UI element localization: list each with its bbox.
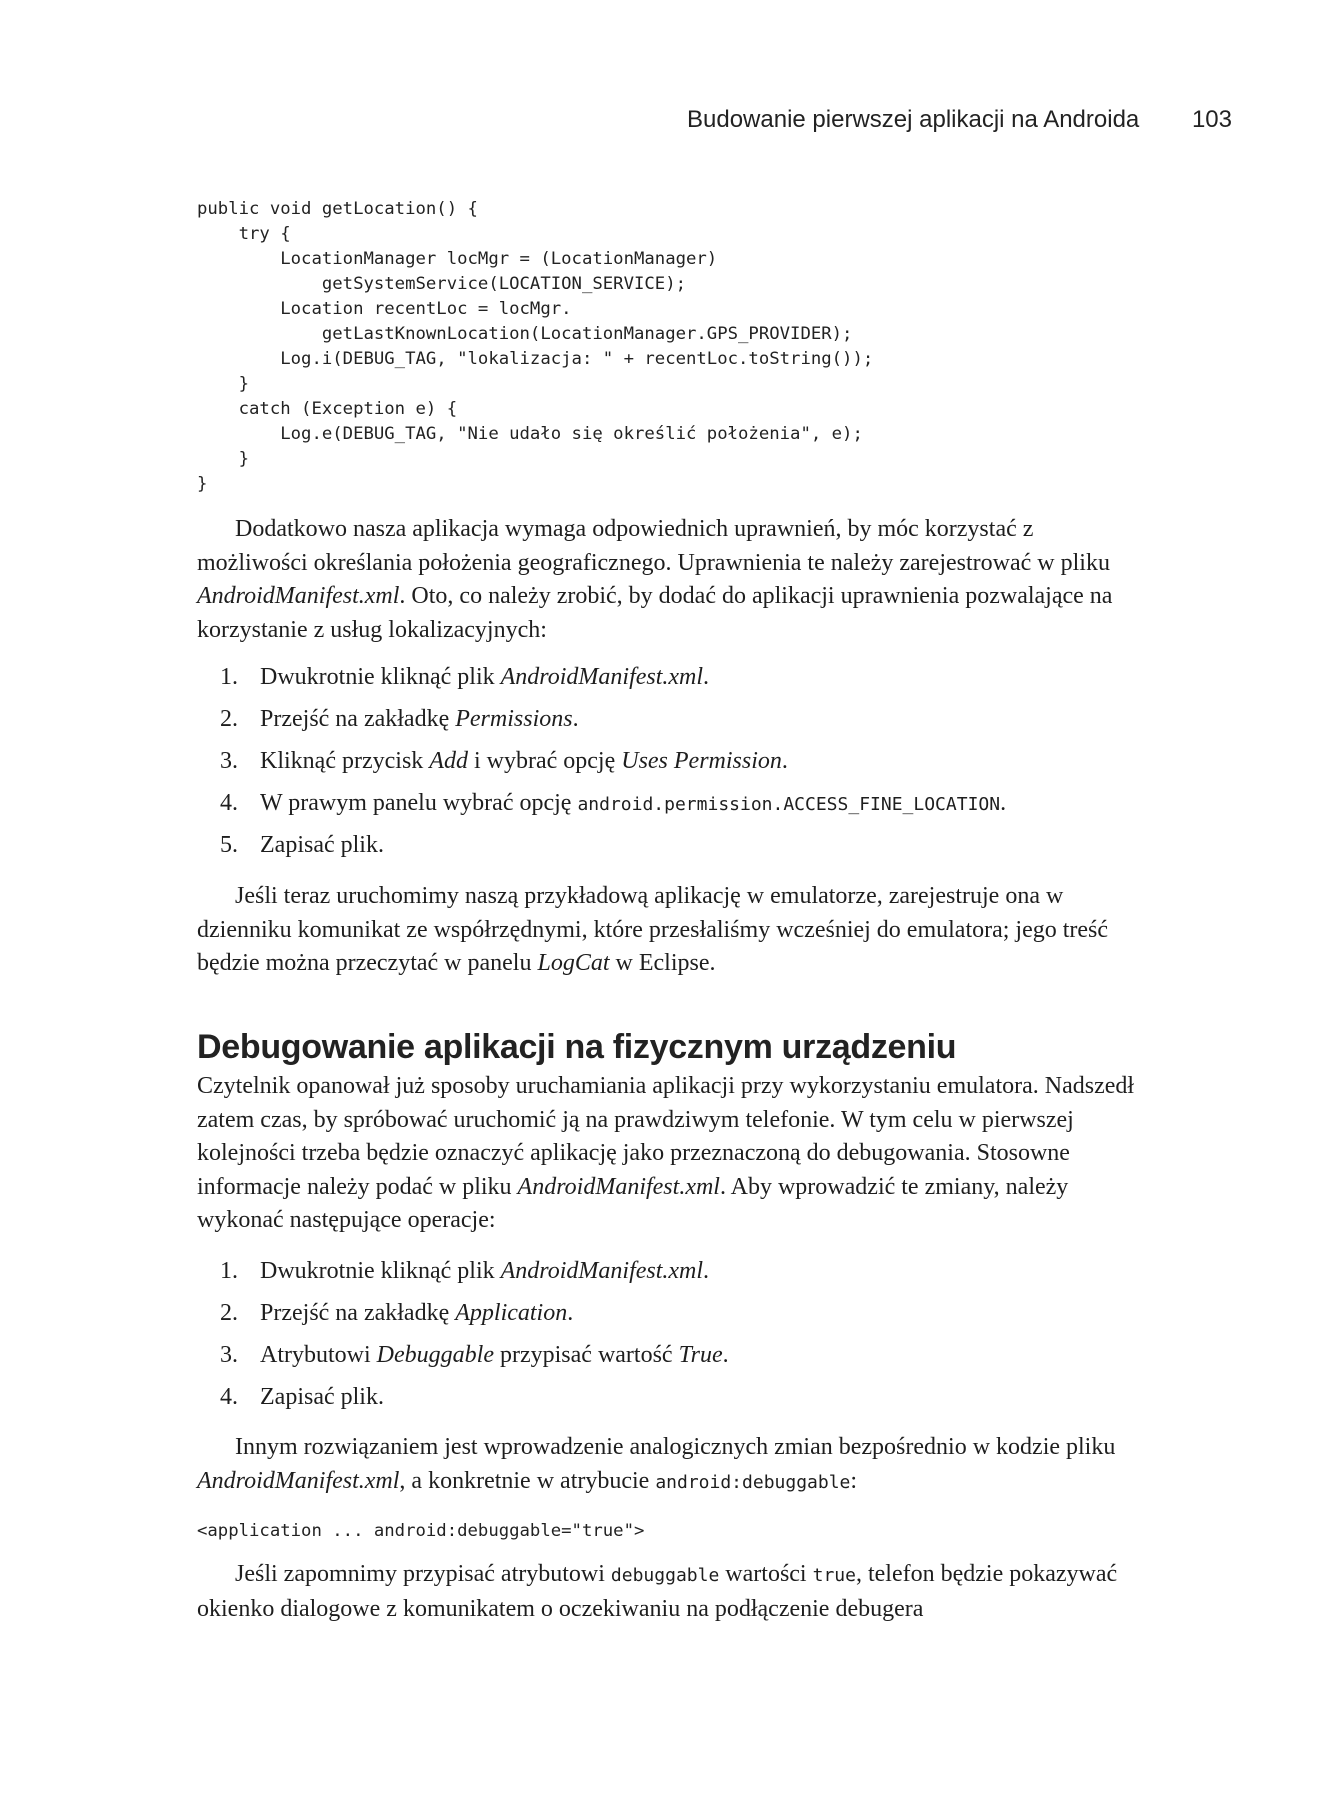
paragraph-device-debugging bbox=[197, 1070, 1149, 1238]
button-name-italic: Add bbox=[429, 748, 468, 774]
running-header bbox=[687, 106, 1232, 134]
text-run: . bbox=[781, 748, 788, 774]
list-item bbox=[220, 656, 1006, 698]
text-run: Dwukrotnie kliknąć plik bbox=[260, 664, 501, 690]
text-run: i wybrać opcję bbox=[467, 748, 622, 774]
list-number: 4. bbox=[220, 790, 238, 816]
text-run: . bbox=[722, 1342, 729, 1368]
list-number: 5. bbox=[220, 832, 238, 858]
list-item bbox=[220, 1376, 729, 1418]
text-run: Przejść na zakładkę bbox=[260, 706, 456, 732]
filename-italic: AndroidManifest.xml bbox=[197, 1467, 400, 1494]
list-number: 2. bbox=[220, 706, 238, 732]
text-run: Atrybutowi bbox=[260, 1342, 377, 1368]
filename-italic: AndroidManifest.xml bbox=[500, 664, 704, 690]
text-run: , telefon będzie pokazywać okienko dialogowe z komunikatem o oczekiwaniu na podłączenie debugera bbox=[197, 1561, 1118, 1622]
text-run: : bbox=[850, 1467, 858, 1494]
inline-code: true bbox=[812, 1565, 856, 1586]
text-run: w Eclipse. bbox=[609, 950, 716, 976]
page-number: 103 bbox=[1191, 106, 1232, 133]
list-item bbox=[220, 782, 1006, 824]
text-run: Jeśli teraz uruchomimy naszą przykładową aplikację w emulatorze, zarejestruje ona w dzienniku komunikat ze współrzędnymi, które przesłaliśmy wcześniej do emulatora; jego treść będzie można przeczytać w panelu bbox=[197, 883, 1109, 976]
list-number: 1. bbox=[220, 664, 238, 690]
paragraph-debugger-dialog bbox=[197, 1558, 1149, 1626]
value-italic: True bbox=[678, 1342, 723, 1368]
list-number: 3. bbox=[220, 1342, 238, 1368]
code-block-application-tag: <application ... android:debuggable="true"> bbox=[197, 1521, 645, 1541]
permission-steps-list bbox=[220, 656, 1006, 866]
list-item bbox=[220, 698, 1006, 740]
text-run: przypisać wartość bbox=[493, 1342, 679, 1368]
debuggable-steps-list bbox=[220, 1250, 729, 1418]
list-number: 3. bbox=[220, 748, 238, 774]
tab-name-italic: Permissions bbox=[455, 706, 573, 732]
text-run: Przejść na zakładkę bbox=[260, 1300, 456, 1326]
filename-italic: AndroidManifest.xml bbox=[197, 583, 400, 609]
list-item bbox=[220, 1250, 729, 1292]
text-run: . Aby wprowadzić te zmiany, należy wykonać następujące operacje: bbox=[197, 1173, 1069, 1233]
filename-italic: AndroidManifest.xml bbox=[517, 1173, 720, 1200]
text-run: . bbox=[567, 1300, 574, 1326]
inline-code: android.permission.ACCESS_FINE_LOCATION bbox=[577, 794, 1001, 815]
text-run: W prawym panelu wybrać opcję bbox=[260, 790, 578, 816]
list-number: 4. bbox=[220, 1384, 238, 1410]
text-run: . bbox=[703, 664, 710, 690]
inline-code: debuggable bbox=[610, 1565, 720, 1586]
text-run: Dwukrotnie kliknąć plik bbox=[260, 1258, 501, 1284]
list-item bbox=[220, 1292, 729, 1334]
text-run: . bbox=[703, 1258, 710, 1284]
list-number: 2. bbox=[220, 1300, 238, 1326]
code-block-get-location: public void getLocation() { try { LocationManager locMgr = (LocationManager) getSystemService(LOCATION_SERVICE); Location recentLoc = locMgr. getLastKnownLocation(LocationManager.GPS_PROVIDER); Log.i(DEBUG_TAG, "lokalizacja: " + recentLoc.toString()); } catch (Exception e) { Log.e(DEBUG_TAG, "Nie udało się określić położenia", e); } } bbox=[197, 199, 874, 494]
text-run: , a konkretnie w atrybucie bbox=[399, 1467, 656, 1494]
text-run: wartości bbox=[719, 1561, 813, 1587]
running-header-title: Budowanie pierwszej aplikacji na Androida bbox=[687, 106, 1140, 133]
text-run: Jeśli zapomnimy przypisać atrybutowi bbox=[235, 1561, 611, 1587]
text-run: Zapisać plik. bbox=[260, 1384, 384, 1410]
list-item bbox=[220, 740, 1006, 782]
text-run: Kliknąć przycisk bbox=[260, 748, 430, 774]
paragraph-manifest-attribute bbox=[197, 1431, 1149, 1499]
list-number: 1. bbox=[220, 1258, 238, 1284]
section-heading: Debugowanie aplikacji na fizycznym urządzeniu bbox=[197, 1028, 957, 1066]
list-item bbox=[220, 824, 1006, 866]
list-item bbox=[220, 1334, 729, 1376]
text-run: Czytelnik opanował już sposoby uruchamiania aplikacji przy wykorzystaniu emulatora. Nadszedł zatem czas, by spróbować uruchomić ją na prawdziwym telefonie. W tym celu w pierwszej kolejności trzeba będzie oznaczyć aplikację jako przeznaczoną do debugowania. Stosowne informacje należy podać w pliku bbox=[197, 1073, 1135, 1200]
panel-name-italic: LogCat bbox=[537, 950, 610, 976]
inline-code: android:debuggable bbox=[655, 1471, 851, 1493]
text-run: . bbox=[1000, 790, 1007, 816]
option-name-italic: Uses Permission bbox=[621, 748, 782, 774]
paragraph-emulator-log bbox=[197, 880, 1149, 981]
text-run: . Oto, co należy zrobić, by dodać do aplikacji uprawnienia pozwalające na korzystanie z usług lokalizacyjnych: bbox=[197, 583, 1113, 643]
tab-name-italic: Application bbox=[455, 1300, 568, 1326]
text-run: . bbox=[572, 706, 579, 732]
text-run: Dodatkowo nasza aplikacja wymaga odpowiednich uprawnień, by móc korzystać z możliwości określania położenia geograficznego. Uprawnienia te należy zarejestrować w pliku bbox=[197, 516, 1110, 576]
text-run: Zapisać plik. bbox=[260, 832, 384, 858]
text-run: Innym rozwiązaniem jest wprowadzenie analogicznych zmian bezpośrednio w kodzie pliku bbox=[235, 1434, 1116, 1460]
attribute-name-italic: Debuggable bbox=[376, 1342, 494, 1368]
paragraph-permissions-intro bbox=[197, 513, 1149, 647]
filename-italic: AndroidManifest.xml bbox=[500, 1258, 704, 1284]
